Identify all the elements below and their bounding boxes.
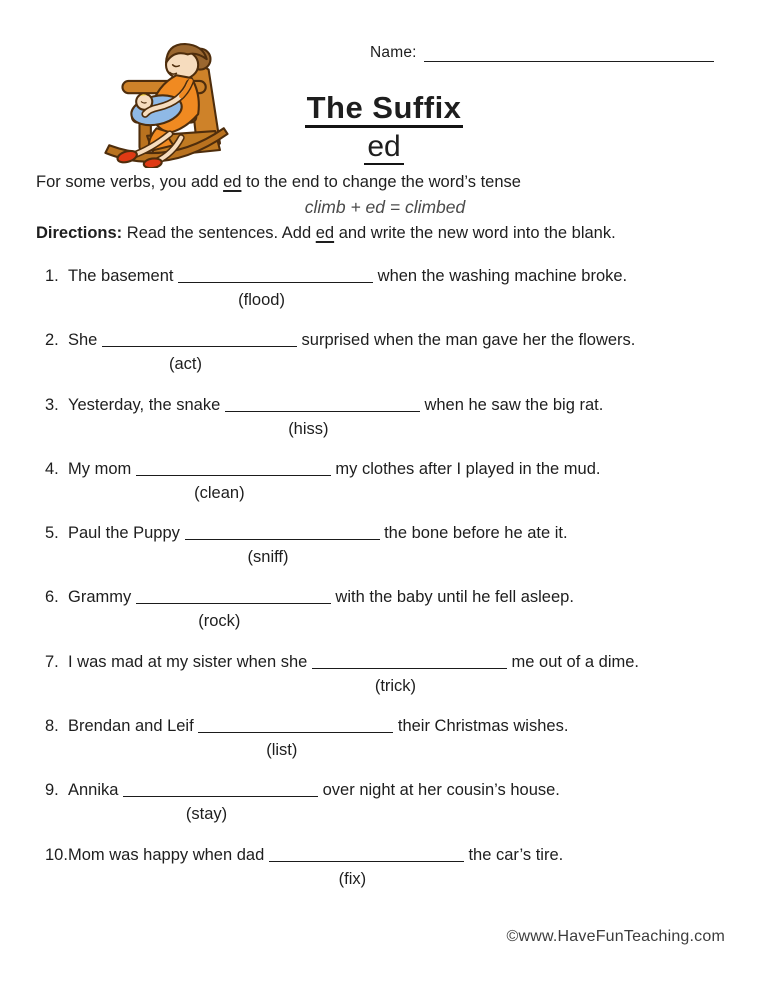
- sentence-pre: Grammy: [68, 588, 136, 607]
- worksheet-item-2: [45, 330, 742, 394]
- sentence-pre: Brendan and Leif: [68, 717, 199, 736]
- directions-line: Directions: Read the sentences. Add ed and write the new word into the blank.: [36, 224, 616, 242]
- worksheet-item-8: [45, 716, 742, 780]
- answer-hint: (hiss): [288, 419, 329, 438]
- sentence-post: surprised when the man gave her the flowers.: [296, 331, 636, 350]
- answer-hint: (fix): [338, 869, 367, 888]
- directions-label: Directions:: [36, 224, 123, 242]
- answer-blank-4[interactable]: [136, 462, 331, 502]
- page-subtitle: ed: [364, 132, 403, 165]
- sentence-pre: Yesterday, the snake: [68, 395, 225, 414]
- item-number: 8.: [45, 717, 59, 736]
- sentence-pre: I was mad at my sister when she: [68, 652, 312, 671]
- worksheet-item-10: [45, 845, 742, 909]
- example-line: climb + ed = climbed: [304, 197, 466, 217]
- answer-blank-10[interactable]: [269, 848, 464, 888]
- answer-blank-6[interactable]: [136, 590, 331, 631]
- item-number: 4.: [45, 459, 59, 478]
- answer-hint: (sniff): [247, 548, 289, 567]
- worksheet-item-4: [45, 459, 742, 523]
- item-number: 7.: [45, 652, 59, 671]
- sentence-post: when he saw the big rat.: [419, 395, 604, 414]
- answer-hint: (clean): [194, 483, 245, 502]
- sentence-post: with the baby until he fell asleep.: [330, 588, 574, 607]
- worksheet-item-3: [45, 395, 742, 459]
- worksheet-items: [45, 266, 742, 909]
- sentence-pre: She: [68, 331, 102, 350]
- sentence-post: when the washing machine broke.: [373, 267, 628, 285]
- item-number: 1.: [45, 267, 59, 285]
- worksheet-item-1: [45, 266, 742, 330]
- name-label: Name:: [370, 44, 417, 61]
- item-number: 2.: [45, 331, 59, 350]
- answer-blank-3[interactable]: [225, 398, 420, 438]
- footer-credit: ©www.HaveFunTeaching.com: [506, 928, 725, 945]
- sentence-pre: Mom was happy when dad: [68, 845, 269, 864]
- answer-blank-5[interactable]: [185, 526, 380, 567]
- worksheet-item-6: [45, 587, 742, 651]
- answer-hint: (rock): [198, 612, 241, 631]
- answer-hint: (flood): [238, 291, 285, 309]
- answer-hint: (stay): [185, 805, 228, 824]
- item-number: 3.: [45, 395, 59, 414]
- answer-blank-8[interactable]: [198, 719, 393, 760]
- worksheet-item-9: [45, 780, 742, 844]
- suffix-ed-underlined: ed: [315, 224, 335, 242]
- sentence-pre: Annika: [68, 781, 124, 800]
- item-number: 9.: [45, 781, 59, 800]
- sentence-pre: The basement: [68, 267, 179, 285]
- item-number: 6.: [45, 588, 59, 607]
- answer-hint: (list): [266, 741, 298, 760]
- answer-blank-9[interactable]: [123, 783, 318, 824]
- name-input-line[interactable]: [424, 44, 714, 62]
- page-title: The Suffix: [305, 92, 464, 128]
- worksheet-item-7: [45, 652, 742, 716]
- intro-line: For some verbs, you add ed to the end to change the word’s tense: [36, 173, 521, 191]
- worksheet-item-5: [45, 523, 742, 587]
- sentence-pre: My mom: [68, 459, 136, 478]
- suffix-ed-underlined: ed: [223, 173, 242, 191]
- answer-hint: (trick): [374, 676, 417, 695]
- intro-block: [36, 171, 734, 244]
- answer-blank-1[interactable]: [178, 269, 373, 309]
- sentence-post: their Christmas wishes.: [393, 717, 569, 736]
- title-block: [0, 92, 768, 165]
- sentence-pre: Paul the Puppy: [68, 524, 185, 543]
- sentence-post: over night at her cousin’s house.: [318, 781, 560, 800]
- answer-blank-7[interactable]: [312, 655, 507, 695]
- item-number: 5.: [45, 524, 59, 543]
- sentence-post: me out of a dime.: [506, 652, 640, 671]
- sentence-post: the car’s tire.: [463, 845, 564, 864]
- name-row: [370, 44, 714, 62]
- sentence-post: my clothes after I played in the mud.: [330, 459, 601, 478]
- answer-hint: (act): [168, 355, 202, 374]
- sentence-post: the bone before he ate it.: [379, 524, 568, 543]
- item-number: 10.: [45, 845, 68, 864]
- answer-blank-2[interactable]: [102, 333, 297, 374]
